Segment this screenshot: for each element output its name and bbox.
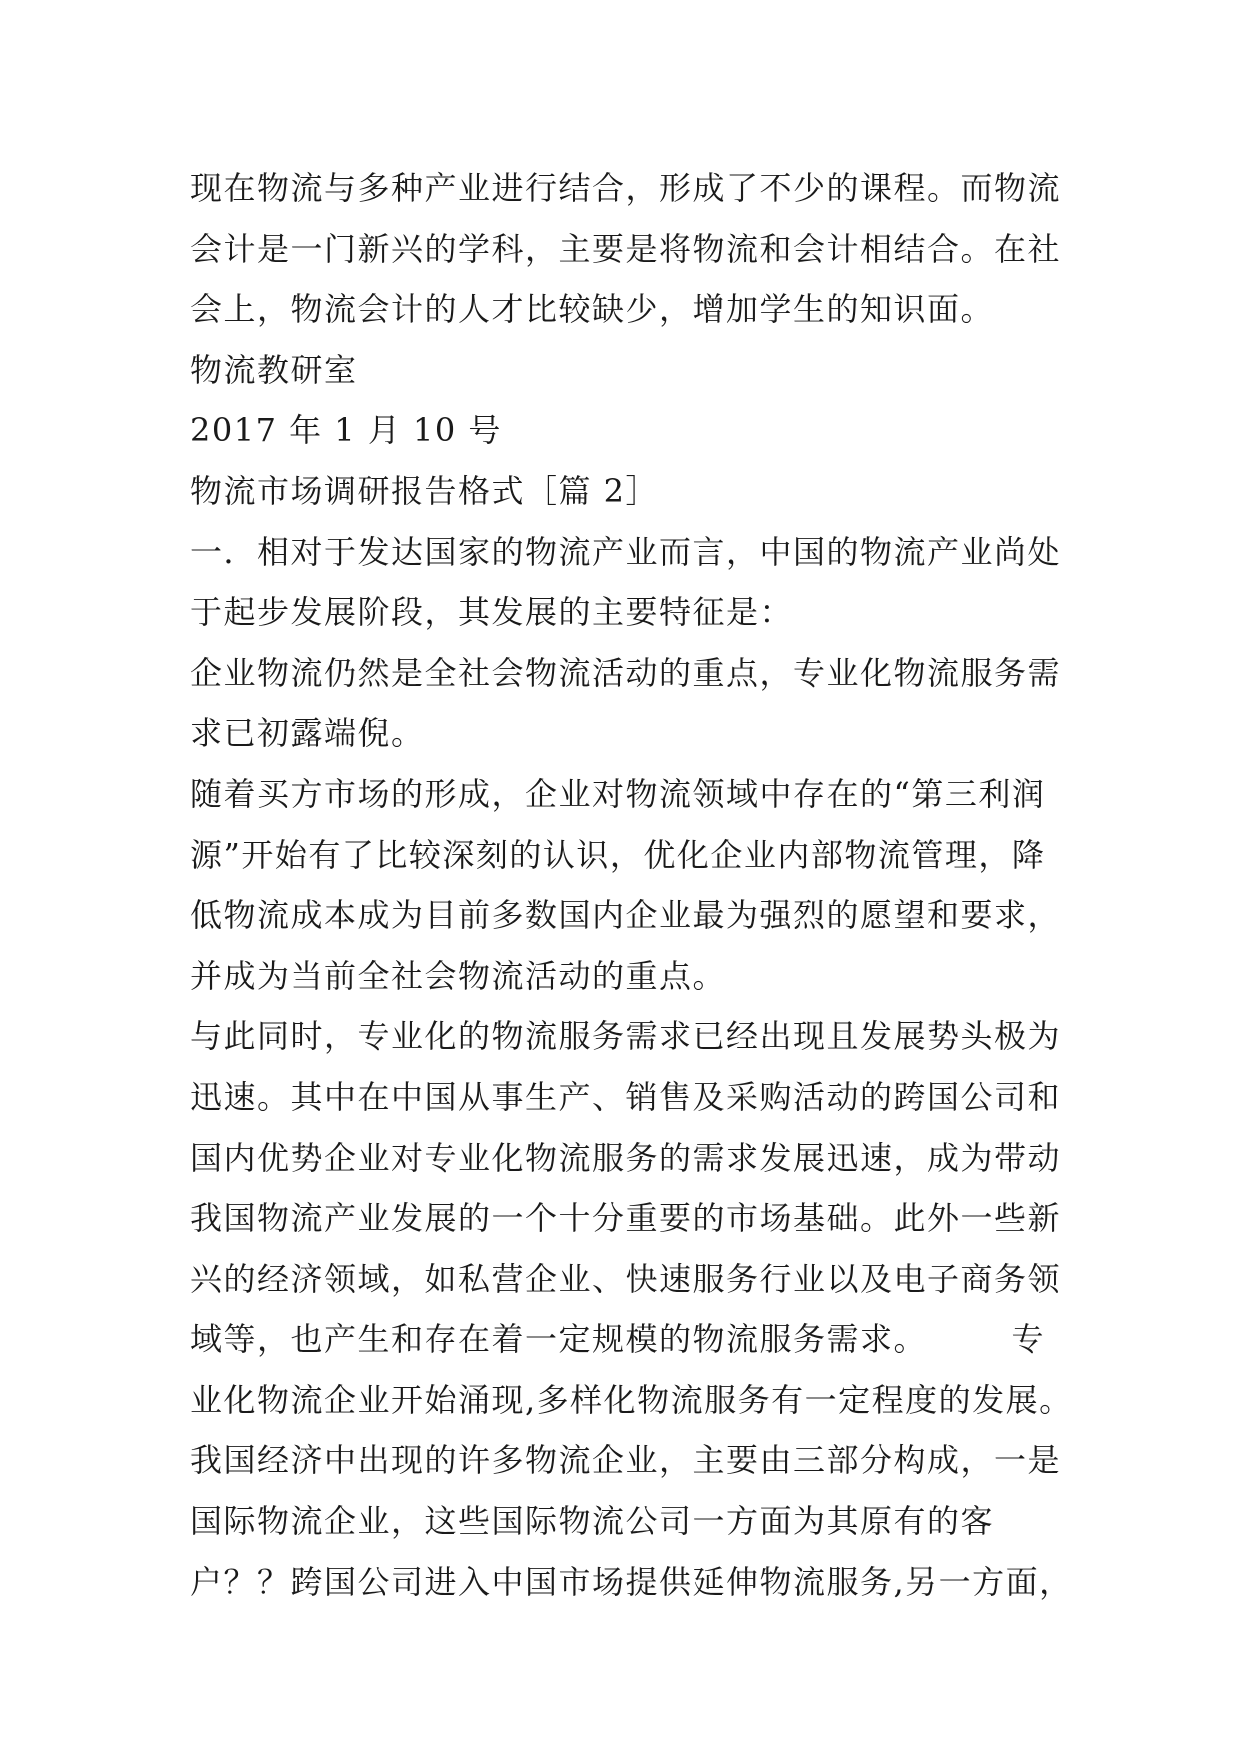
text-line: 我国经济中出现的许多物流企业，主要由三部分构成，一是	[190, 1441, 1062, 1480]
text-line: 源”开始有了比较深刻的认识，优化企业内部物流管理，降	[190, 835, 1046, 874]
text-line: 于起步发展阶段，其发展的主要特征是：	[190, 593, 794, 632]
section-heading: 物流市场调研报告格式［篇 2］	[190, 471, 660, 510]
text-line: 企业物流仍然是全社会物流活动的重点，专业化物流服务需	[190, 653, 1062, 692]
signature-date: 2017 年 1 月 10 号	[190, 411, 502, 450]
text-line: 并成为当前全社会物流活动的重点。	[190, 956, 727, 995]
text-line: 求已初露端倪。	[190, 714, 425, 753]
text-line: 国际物流企业，这些国际物流公司一方面为其原有的客	[190, 1502, 995, 1541]
text-line: 业化物流企业开始涌现,多样化物流服务有一定程度的发展。	[190, 1380, 1073, 1419]
text-line: 现在物流与多种产业进行结合，形成了不少的课程。而物流	[190, 169, 1062, 207]
text-line: 迅速。其中在中国从事生产、销售及采购活动的跨国公司和	[190, 1077, 1062, 1116]
text-line: 国内优势企业对专业化物流服务的需求发展迅速，成为带动	[190, 1138, 1062, 1177]
text-line: 兴的经济领域，如私营企业、快速服务行业以及电子商务领	[190, 1259, 1062, 1298]
text-line: 会上，物流会计的人才比较缺少，增加学生的知识面。	[190, 290, 995, 329]
document-body	[190, 158, 1073, 1612]
text-line: 会计是一门新兴的学科，主要是将物流和会计相结合。在社	[190, 229, 1062, 268]
text-line: 域等，也产生和存在着一定规模的物流服务需求。 专	[190, 1320, 1046, 1359]
text-line: 随着买方市场的形成，企业对物流领域中存在的“第三利润	[190, 774, 1046, 813]
text-line: 我国物流产业发展的一个十分重要的市场基础。此外一些新	[190, 1199, 1062, 1238]
text-line: 与此同时，专业化的物流服务需求已经出现且发展势头极为	[190, 1017, 1062, 1056]
text-line: 低物流成本成为目前多数国内企业最为强烈的愿望和要求，	[190, 896, 1062, 935]
signature-department: 物流教研室	[190, 350, 358, 389]
text-line: 一．相对于发达国家的物流产业而言，中国的物流产业尚处	[190, 532, 1062, 571]
text-line: 户？？跨国公司进入中国市场提供延伸物流服务,另一方面，	[190, 1562, 1073, 1601]
